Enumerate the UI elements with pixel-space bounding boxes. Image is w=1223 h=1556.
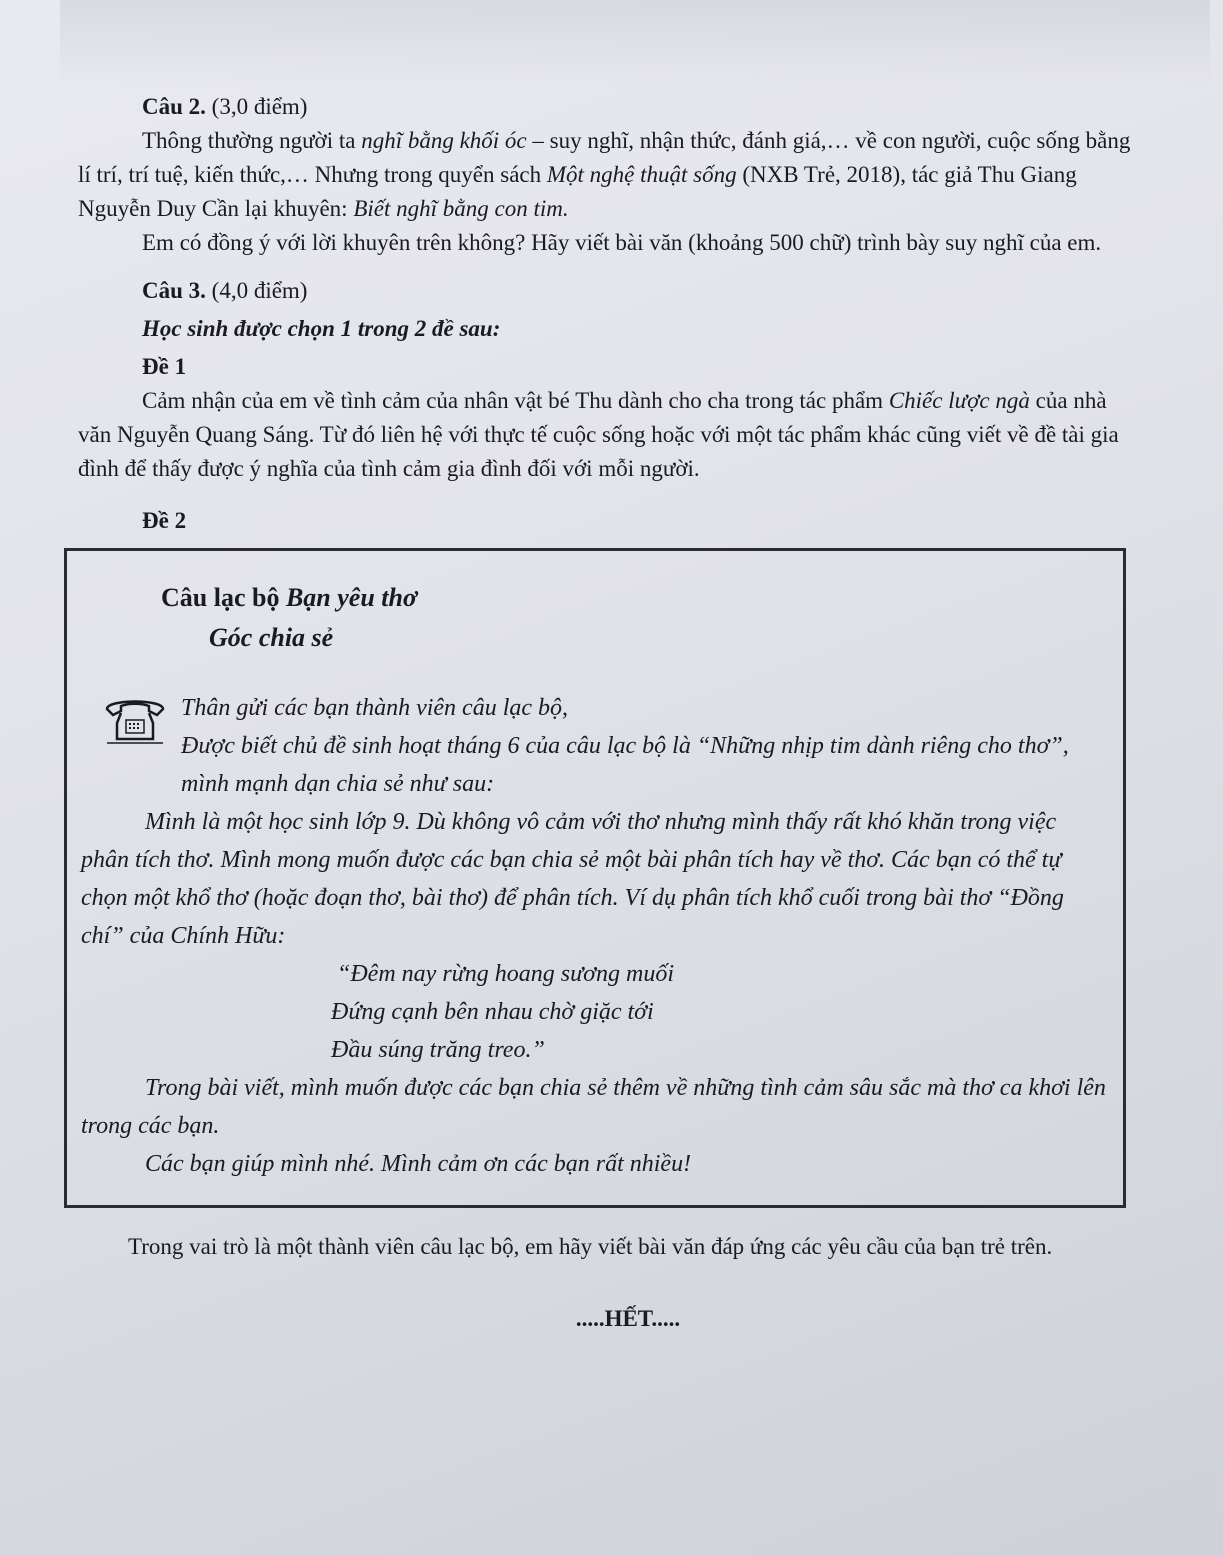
q2-text-e: (NXB Trẻ, 2018), tác giả Thu Giang Nguyễn Duy Cần lại khuyên: bbox=[78, 162, 1077, 221]
question-2-prompt bbox=[78, 124, 1138, 226]
de-2-task: Trong vai trò là một thành viên câu lạc bộ, em hãy viết bài văn đáp ứng các yêu cầu của bạn trẻ trên. bbox=[128, 1234, 1053, 1259]
end-marker: .....HẾT..... bbox=[575, 1306, 681, 1331]
exam-content bbox=[78, 80, 1138, 1336]
greeting-line: Thân gửi các bạn thành viên câu lạc bộ, bbox=[181, 695, 569, 721]
poem-line-2: Đứng cạnh bên nhau chờ giặc tới bbox=[331, 999, 654, 1025]
de-1-prompt bbox=[78, 384, 1138, 486]
q2-text-a: Thông thường người ta bbox=[142, 128, 362, 153]
letter-paragraph-1: Mình là một học sinh lớp 9. Dù không vô cảm với thơ nhưng mình thấy rất khó khăn trong việc phân tích thơ. Mình mong muốn được các bạn chia sẻ một bài phân tích hay về thơ. Các bạn có thể tự chọn một khổ thơ (hoặc đoạn thơ, bài thơ) để phân tích. Ví dụ phân tích khổ cuối trong bài thơ “Đồng chí” của Chính Hữu: bbox=[81, 809, 1064, 949]
greeting-block bbox=[81, 689, 1109, 727]
greeting-intro-text: Được biết chủ đề sinh hoạt tháng 6 của câu lạc bộ là “Những nhịp tim dành riêng cho thơ”, mình mạnh dạn chia sẻ như sau: bbox=[181, 733, 1069, 797]
question-3-choice: Học sinh được chọn 1 trong 2 đề sau: bbox=[142, 316, 501, 341]
question-2-title: Câu 2. bbox=[142, 94, 206, 119]
poem-line-3: Đầu súng trăng treo.” bbox=[331, 1037, 545, 1063]
question-2-points: (3,0 điểm) bbox=[211, 94, 308, 119]
club-name: Bạn yêu thơ bbox=[285, 583, 417, 612]
question-2-heading bbox=[78, 90, 1138, 124]
show-through-shadow bbox=[60, 0, 1210, 85]
q2-text-c: – suy nghĩ, nhận thức, đánh giá,… về con người, cuộc sống bằng lí trí, trí tuệ, kiến thức,… Nhưng trong quyển sách bbox=[78, 128, 1131, 187]
greeting-intro bbox=[81, 727, 1109, 803]
question-3-heading bbox=[78, 274, 1138, 308]
letter-paragraph-3: Các bạn giúp mình nhé. Mình cảm ơn các bạn rất nhiều! bbox=[145, 1151, 692, 1177]
question-2-task: Em có đồng ý với lời khuyên trên không? Hãy viết bài văn (khoảng 500 chữ) trình bày suy nghĩ của em. bbox=[142, 230, 1102, 255]
sharing-corner-title: Góc chia sẻ bbox=[209, 623, 334, 652]
de1-text-c: của nhà văn Nguyễn Quang Sáng. Từ đó liên hệ với thực tế cuộc sống hoặc với một tác phẩm khác cũng viết về đề tài gia đình để thấy được ý nghĩa của tình cảm gia đình đối với mỗi người. bbox=[78, 388, 1119, 481]
question-3-points: (4,0 điểm) bbox=[211, 278, 308, 303]
de-2-label: Đề 2 bbox=[142, 508, 187, 533]
club-title-prefix: Câu lạc bộ bbox=[161, 583, 286, 612]
letter-paragraph-2: Trong bài viết, mình muốn được các bạn chia sẻ thêm về những tình cảm sâu sắc mà thơ ca khơi lên trong các bạn. bbox=[81, 1075, 1106, 1139]
club-title bbox=[81, 579, 1109, 617]
q2-text-b: nghĩ bằng khối óc bbox=[361, 128, 527, 153]
q2-book-title: Một nghệ thuật sống bbox=[546, 162, 737, 187]
poem-line-1: “Đêm nay rừng hoang sương muối bbox=[337, 961, 674, 987]
telephone-icon bbox=[99, 693, 171, 745]
de1-work-title: Chiếc lược ngà bbox=[888, 388, 1030, 413]
q2-advice: Biết nghĩ bằng con tim. bbox=[353, 196, 569, 221]
club-letter-box bbox=[64, 548, 1126, 1208]
de1-text-a: Cảm nhận của em về tình cảm của nhân vật bé Thu dành cho cha trong tác phẩm bbox=[142, 388, 889, 413]
de-1-label: Đề 1 bbox=[142, 354, 187, 379]
question-3-title: Câu 3. bbox=[142, 278, 206, 303]
